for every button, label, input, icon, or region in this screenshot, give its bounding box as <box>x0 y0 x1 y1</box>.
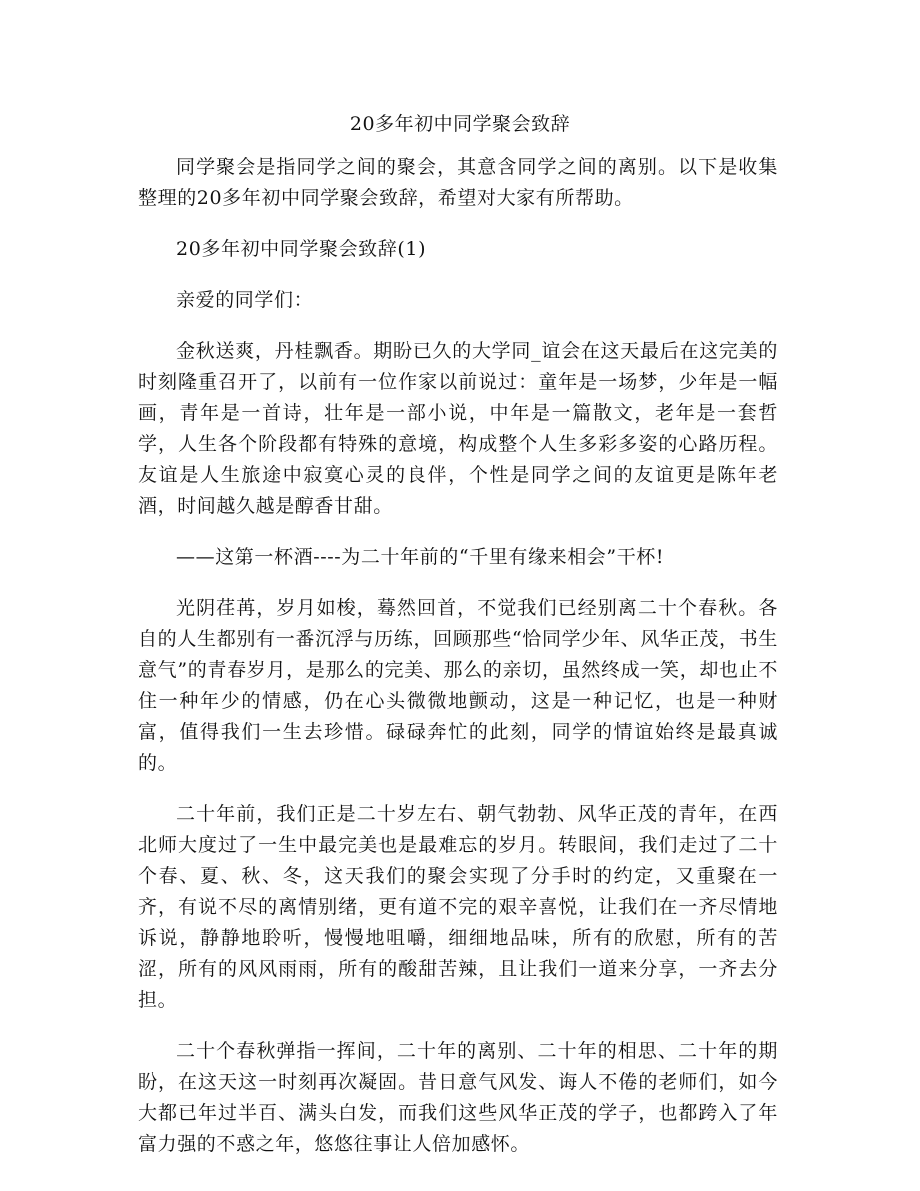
toast-line: ——这第一杯酒----为二十年前的“千里有缘来相会”干杯! <box>176 546 665 568</box>
document-title: 20多年初中同学聚会致辞 <box>349 113 571 135</box>
salutation: 亲爱的同学们： <box>176 289 314 311</box>
paragraph-3: 二十年前，我们正是二十岁左右、朝气勃勃、风华正茂的青年，在西北师大度过了一生中最完美也是最难忘的岁月。转眼间，我们走过了二十个春、夏、秋、冬，这天我们的聚会实现了分手时的约定，又重聚在一齐，有说不尽的离情别绪，更有道不完的艰辛喜悦，让我们在一齐尽情地诉说，静静地聆听，慢慢地咀嚼，细细地品味，所有的欣慰，所有的苦涩，所有的风风雨雨，所有的酸甜苦辣，且让我们一道来分享，一齐去分担。 <box>138 803 778 1011</box>
paragraph-intro: 同学聚会是指同学之间的聚会，其意含同学之间的离别。以下是收集整理的20多年初中同学聚会致辞，希望对大家有所帮助。 <box>138 156 778 209</box>
paragraph-4: 二十个春秋弹指一挥间，二十年的离别、二十年的相思、二十年的期盼，在这天这一时刻再次凝固。昔日意气风发、诲人不倦的老师们，如今大都已年过半百、满头白发，而我们这些风华正茂的学子，也都跨入了年富力强的不惑之年，悠悠往事让人倍加感怀。 <box>138 1040 778 1155</box>
section-heading: 20多年初中同学聚会致辞(1) <box>176 238 427 260</box>
document-body <box>138 152 778 1180</box>
paragraph-1: 金秋送爽，丹桂飘香。期盼已久的大学同_谊会在这天最后在这完美的时刻隆重召开了，以前有一位作家以前说过：童年是一场梦，少年是一幅画，青年是一首诗，壮年是一部小说，中年是一篇散文，老年是一套哲学，人生各个阶段都有特殊的意境，构成整个人生多彩多姿的心路历程。友谊是人生旅途中寂寞心灵的良伴，个性是同学之间的友谊更是陈年老酒，时间越久越是醇香甘甜。 <box>138 340 778 517</box>
paragraph-2: 光阴荏苒，岁月如梭，蓦然回首，不觉我们已经别离二十个春秋。各自的人生都别有一番沉浮与历练，回顾那些“恰同学少年、风华正茂，书生意气”的青春岁月，是那么的完美、那么的亲切，虽然终成一笑，却也止不住一种年少的情感，仍在心头微微地颤动，这是一种记忆，也是一种财富，值得我们一生去珍惜。碌碌奔忙的此刻，同学的情谊始终是最真诚的。 <box>138 597 778 774</box>
